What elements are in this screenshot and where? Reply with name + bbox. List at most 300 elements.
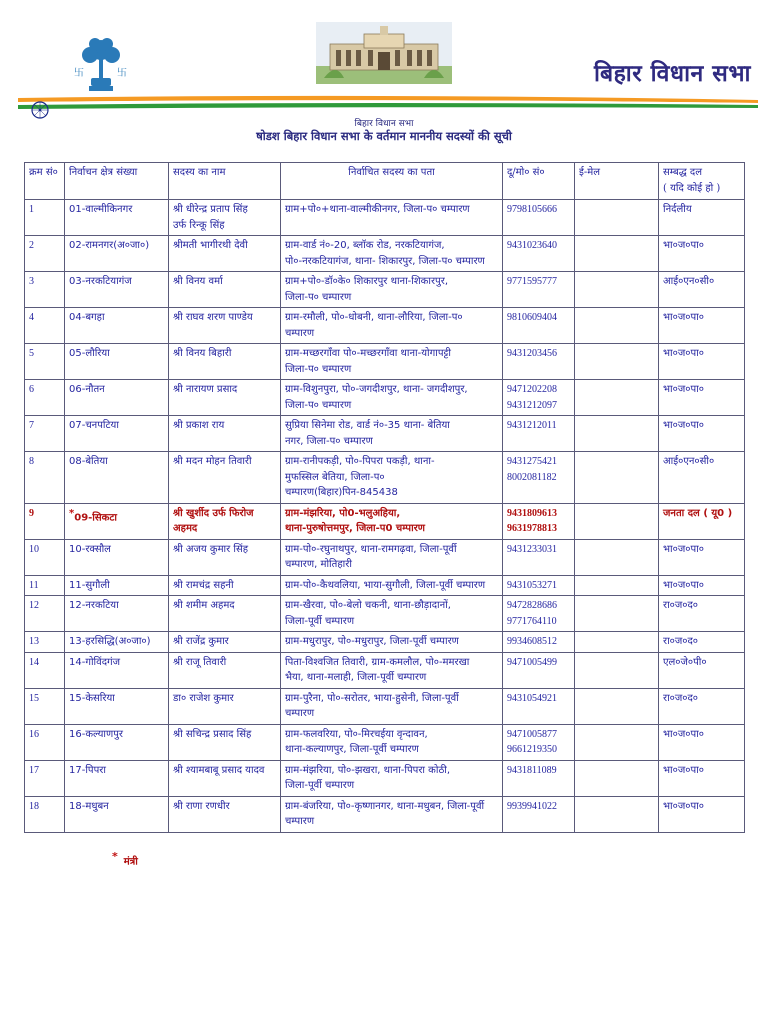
party-value: आई०एन०सी० — [663, 276, 715, 287]
cell-phone — [503, 724, 575, 760]
party-value: भा०ज०पा० — [663, 728, 704, 740]
table-row — [25, 796, 745, 832]
footnote-text: मंत्री — [123, 856, 138, 868]
sn-value: 13 — [29, 636, 39, 647]
table-row — [25, 760, 745, 796]
cell-address — [281, 596, 503, 632]
cell-member-name — [169, 652, 281, 688]
constituency-value: 10-रक्सौल — [69, 543, 111, 555]
minister-star: * — [69, 507, 75, 519]
cell-email — [575, 652, 659, 688]
cell-constituency — [65, 539, 169, 575]
phone-number: 9431212011 — [507, 420, 557, 431]
cell-phone — [503, 632, 575, 653]
cell-phone — [503, 760, 575, 796]
address-line: चम्पारण — [285, 708, 315, 719]
cell-sn — [25, 652, 65, 688]
cell-address — [281, 200, 503, 236]
cell-sn — [25, 539, 65, 575]
cell-sn — [25, 575, 65, 596]
address-line: जिला-प० चम्पारण — [285, 399, 352, 411]
member-name-line: श्री मदन मोहन तिवारी — [173, 456, 252, 467]
cell-email — [575, 344, 659, 380]
address-line: पिता-विश्वजित तिवारी, ग्राम-कमलौल, पो०-ममरखा — [285, 656, 470, 668]
phone-number: 9631978813 — [507, 523, 557, 534]
page-header — [0, 0, 768, 112]
address-line: ग्राम-मच्छरगाँवा पो०-मच्छरगाँवा थाना-योगापट्टी — [285, 348, 452, 359]
address-line: मुफस्सिल बेतिया, जिला-प० — [285, 471, 385, 483]
tricolor-band — [18, 95, 758, 111]
party-value: भा०ज०पा० — [663, 420, 704, 431]
cell-phone — [503, 200, 575, 236]
table-row — [25, 632, 745, 653]
party-value: जनता दल ( यू0 ) — [663, 507, 733, 519]
cell-constituency — [65, 796, 169, 832]
members-table — [24, 162, 745, 833]
sn-value: 15 — [29, 692, 39, 704]
constituency-value: 02-रामनगर(अ०जा०) — [69, 240, 150, 251]
cell-email — [575, 539, 659, 575]
member-name-line: श्री नारायण प्रसाद — [173, 384, 238, 395]
cell-phone — [503, 272, 575, 308]
brand-title: बिहार विधान सभा — [594, 60, 751, 87]
sn-value: 12 — [29, 600, 39, 611]
assembly-building-image — [316, 22, 452, 84]
member-name-line: डा० राजेश कुमार — [173, 692, 234, 704]
member-name-line: श्री रामचंद्र सहनी — [173, 579, 234, 591]
cell-email — [575, 236, 659, 272]
cell-member-name — [169, 416, 281, 452]
member-name-line: श्री राजेंद्र कुमार — [173, 636, 229, 647]
cell-party — [659, 344, 745, 380]
party-value: निर्दलीय — [663, 204, 692, 215]
header-email: ई-मेल — [575, 163, 659, 200]
sn-value: 14 — [29, 656, 39, 668]
cell-sn — [25, 760, 65, 796]
constituency-value: 18-मधुबन — [69, 800, 109, 812]
cell-sn — [25, 416, 65, 452]
phone-number: 9431212097 — [507, 399, 557, 411]
cell-member-name — [169, 760, 281, 796]
cell-address — [281, 416, 503, 452]
cell-member-name — [169, 344, 281, 380]
cell-email — [575, 380, 659, 416]
cell-phone — [503, 416, 575, 452]
cell-phone — [503, 503, 575, 539]
phone-number: 9471005499 — [507, 656, 557, 668]
address-line: ग्राम+पो०-डॉ०के० शिकारपुर थाना-शिकारपुर, — [285, 276, 448, 287]
constituency-value: 15-केसरिया — [69, 692, 115, 704]
cell-address — [281, 452, 503, 504]
constituency-value: 16-कल्याणपुर — [69, 728, 123, 740]
phone-number: 9798105666 — [507, 204, 557, 215]
cell-party — [659, 796, 745, 832]
table-row — [25, 236, 745, 272]
sn-value: 18 — [29, 800, 39, 812]
cell-constituency — [65, 236, 169, 272]
cell-party — [659, 308, 745, 344]
party-value: भा०ज०पा० — [663, 543, 704, 555]
phone-number: 9661219350 — [507, 744, 557, 755]
address-line: थाना-कल्याणपुर, जिला-पूर्वी चम्पारण — [285, 744, 419, 755]
address-line: ग्राम-खैरवा, पो०-बेलो चकनी, थाना-छौड़ादानों, — [285, 600, 451, 611]
table-row — [25, 308, 745, 344]
table-row — [25, 575, 745, 596]
cell-sn — [25, 380, 65, 416]
table-row — [25, 380, 745, 416]
phone-number: 9431275421 — [507, 456, 557, 467]
cell-member-name — [169, 724, 281, 760]
party-value: रा०ज०द० — [663, 692, 699, 704]
address-line: चम्पारण — [285, 327, 315, 339]
sn-value: 11 — [29, 579, 39, 591]
member-name-line: श्री अजय कुमार सिंह — [173, 543, 249, 555]
cell-address — [281, 575, 503, 596]
cell-constituency — [65, 632, 169, 653]
party-value: भा०ज०पा० — [663, 800, 704, 812]
cell-party — [659, 452, 745, 504]
cell-email — [575, 272, 659, 308]
phone-number: 9939941022 — [507, 800, 557, 812]
cell-party — [659, 539, 745, 575]
address-line: जिला-पूर्वी चम्पारण — [285, 615, 355, 627]
address-line: ग्राम-पो०-रघुनाथपुर, थाना-रामगढ़वा, जिला-पूर्वी — [285, 543, 457, 555]
table-row — [25, 272, 745, 308]
sn-value: 3 — [29, 276, 34, 287]
cell-phone — [503, 344, 575, 380]
party-value: भा०ज०पा० — [663, 312, 704, 323]
sn-value: 17 — [29, 764, 39, 776]
cell-address — [281, 503, 503, 539]
party-value: एल०जे०पी० — [663, 656, 707, 668]
constituency-value: 14-गोविंदगंज — [69, 656, 121, 668]
cell-phone — [503, 236, 575, 272]
phone-number: 9431053271 — [507, 579, 557, 591]
cell-member-name — [169, 308, 281, 344]
table-row — [25, 688, 745, 724]
cell-email — [575, 688, 659, 724]
address-line: चम्पारण — [285, 816, 315, 827]
cell-member-name — [169, 272, 281, 308]
constituency-value: 09-सिकटा — [74, 511, 117, 523]
constituency-value: 12-नरकटिया — [69, 600, 119, 611]
cell-sn — [25, 344, 65, 380]
phone-number: 9771764110 — [507, 615, 557, 627]
table-row — [25, 596, 745, 632]
member-name-line: श्री विनय बिहारी — [173, 348, 232, 359]
sn-value: 5 — [29, 348, 34, 359]
sn-value: 9 — [29, 507, 34, 519]
address-line: ग्राम-मंझरिया, पो०-झखरा, थाना-पिपरा कोठी, — [285, 764, 451, 776]
cell-email — [575, 796, 659, 832]
sn-value: 4 — [29, 312, 34, 323]
phone-number: 9471202208 — [507, 384, 557, 395]
address-line: ग्राम-बंजरिया, पो०-कृष्णानगर, थाना-मधुबन, जिला-पूर्वी — [285, 800, 485, 812]
table-row — [25, 344, 745, 380]
cell-party — [659, 575, 745, 596]
cell-sn — [25, 452, 65, 504]
member-name-line: श्री धीरेन्द्र प्रताप सिंह — [173, 204, 248, 215]
cell-email — [575, 632, 659, 653]
cell-phone — [503, 575, 575, 596]
party-value: रा०ज०द० — [663, 600, 699, 611]
member-name-line: श्री शमीम अहमद — [173, 600, 235, 611]
cell-party — [659, 760, 745, 796]
cell-email — [575, 308, 659, 344]
cell-address — [281, 760, 503, 796]
header-phone: दू/मो० सं० — [503, 163, 575, 200]
cell-constituency — [65, 200, 169, 236]
footnote-star: * — [112, 850, 118, 863]
cell-address — [281, 688, 503, 724]
member-name-line: श्री राघव शरण पाण्डेय — [173, 312, 253, 323]
phone-number: 8002081182 — [507, 471, 557, 483]
phone-number: 9472828686 — [507, 600, 557, 611]
cell-phone — [503, 308, 575, 344]
header-constituency: निर्वाचन क्षेत्र संख्या — [65, 163, 169, 200]
address-line: जिला-पूर्वी चम्पारण — [285, 780, 355, 791]
cell-sn — [25, 724, 65, 760]
cell-sn — [25, 236, 65, 272]
address-line: ग्राम-विशुनपुरा, पो०-जगदीशपुर, थाना- जगदीशपुर, — [285, 384, 468, 395]
cell-constituency — [65, 652, 169, 688]
cell-address — [281, 236, 503, 272]
member-name-line: श्री प्रकाश राय — [173, 420, 225, 431]
cell-member-name — [169, 575, 281, 596]
cell-address — [281, 796, 503, 832]
cell-sn — [25, 272, 65, 308]
phone-number: 9471005877 — [507, 728, 557, 740]
cell-address — [281, 632, 503, 653]
address-line: ग्राम-पुरैना, पो०-सरोतर, भाया-हुसेनी, जिला-पूर्वी — [285, 692, 459, 704]
member-name-line: श्री राणा रणधीर — [173, 800, 230, 812]
table-row — [25, 652, 745, 688]
member-name-line: उर्फ रिन्कू सिंह — [173, 219, 225, 231]
cell-constituency — [65, 344, 169, 380]
constituency-value: 05-लौरिया — [69, 348, 110, 359]
address-line: ग्राम-मंझरिया, पो0-भलुअहिया, — [285, 507, 401, 519]
cell-phone — [503, 652, 575, 688]
phone-number: 9431233031 — [507, 543, 557, 555]
table-header-row — [25, 163, 745, 200]
phone-number: 9431811089 — [507, 764, 557, 776]
cell-email — [575, 760, 659, 796]
cell-constituency — [65, 760, 169, 796]
cell-member-name — [169, 596, 281, 632]
address-line: नगर, जिला-प० चम्पारण — [285, 435, 373, 447]
member-name-line: श्री सचिन्द्र प्रसाद सिंह — [173, 728, 252, 740]
constituency-value: 03-नरकटियागंज — [69, 276, 132, 287]
cell-constituency — [65, 688, 169, 724]
cell-phone — [503, 688, 575, 724]
cell-party — [659, 724, 745, 760]
cell-phone — [503, 796, 575, 832]
party-value: भा०ज०पा० — [663, 764, 704, 776]
party-value: भा०ज०पा० — [663, 240, 704, 251]
constituency-value: 01-वाल्मीकिनगर — [69, 204, 133, 215]
constituency-value: 08-बेतिया — [69, 456, 108, 467]
cell-sn — [25, 503, 65, 539]
cell-party — [659, 380, 745, 416]
subtitle-small: बिहार विधान सभा — [354, 119, 414, 129]
svg-text:卐: 卐 — [117, 68, 127, 79]
cell-constituency — [65, 272, 169, 308]
table-row — [25, 416, 745, 452]
cell-party — [659, 272, 745, 308]
address-line: ग्राम-रमौली, पो०-धोबनी, थाना-लौरिया, जिला-प० — [285, 312, 463, 323]
sn-value: 10 — [29, 543, 39, 555]
cell-sn — [25, 308, 65, 344]
address-line: ग्राम-रानीपकड़ी, पो०-पिपरा पकड़ी, थाना- — [285, 456, 435, 467]
member-name-line: श्री खुर्शीद उर्फ फिरोज — [173, 507, 254, 519]
cell-email — [575, 200, 659, 236]
address-line: ग्राम-मधुरापुर, पो०-मधुरापुर, जिला-पूर्वी चम्पारण — [285, 636, 459, 647]
phone-number: 9431203456 — [507, 348, 557, 359]
cell-member-name — [169, 380, 281, 416]
address-line: चम्पारण(बिहार)पिन-845438 — [285, 487, 398, 498]
sn-value: 1 — [29, 204, 34, 215]
cell-constituency — [65, 380, 169, 416]
cell-sn — [25, 796, 65, 832]
cell-party — [659, 416, 745, 452]
cell-address — [281, 308, 503, 344]
cell-member-name — [169, 632, 281, 653]
cell-member-name — [169, 236, 281, 272]
document-title: षोडश बिहार विधान सभा के वर्तमान माननीय सदस्यों की सूची — [256, 129, 512, 143]
address-line: थाना-पुरुषोत्तमपुर, जिला-प0 चम्पारण — [285, 523, 426, 534]
cell-email — [575, 452, 659, 504]
address-line: भैया, थाना-मलाही, जिला-पूर्वी चम्पारण — [285, 672, 427, 683]
cell-phone — [503, 380, 575, 416]
member-name-line: श्रीमती भागीरथी देवी — [173, 240, 248, 251]
constituency-value: 11-सुगौली — [69, 579, 110, 591]
cell-address — [281, 380, 503, 416]
address-line: जिला-प० चम्पारण — [285, 363, 352, 375]
header-party-line1: सम्बद्ध दल — [663, 167, 702, 178]
header-sn: क्रम सं० — [25, 163, 65, 200]
address-line: ग्राम+पो०+थाना-वाल्मीकीनगर, जिला-प० चम्पारण — [285, 204, 470, 215]
constituency-value: 06-नौतन — [69, 384, 105, 395]
cell-constituency — [65, 596, 169, 632]
sn-value: 16 — [29, 728, 39, 740]
table-row — [25, 539, 745, 575]
sn-value: 2 — [29, 240, 34, 251]
cell-sn — [25, 632, 65, 653]
member-name-line: श्री विनय वर्मा — [173, 276, 223, 287]
cell-member-name — [169, 452, 281, 504]
cell-email — [575, 724, 659, 760]
cell-sn — [25, 200, 65, 236]
member-name-line: श्री श्यामबाबू प्रसाद यादव — [173, 764, 265, 776]
address-line: ग्राम-वार्ड नं०-20, ब्लॉक रोड, नरकटियागंज, — [285, 240, 445, 251]
address-line: जिला-प० चम्पारण — [285, 291, 352, 303]
cell-constituency — [65, 452, 169, 504]
party-value: आई०एन०सी० — [663, 456, 715, 467]
cell-member-name — [169, 796, 281, 832]
cell-constituency — [65, 503, 169, 539]
cell-email — [575, 596, 659, 632]
cell-email — [575, 503, 659, 539]
cell-member-name — [169, 539, 281, 575]
address-line: सुप्रिया सिनेमा रोड, वार्ड नं०-35 थाना- बेतिया — [285, 420, 450, 431]
party-value: भा०ज०पा० — [663, 579, 704, 591]
phone-number: 9810609404 — [507, 312, 557, 323]
cell-address — [281, 272, 503, 308]
phone-number: 9431809613 — [507, 507, 557, 519]
cell-address — [281, 724, 503, 760]
svg-text:卐: 卐 — [74, 68, 84, 79]
party-value: भा०ज०पा० — [663, 384, 704, 395]
table-row — [25, 200, 745, 236]
phone-number: 9431054921 — [507, 692, 557, 704]
table-body — [25, 200, 745, 833]
constituency-value: 13-हरसिद्धि(अ०जा०) — [69, 636, 151, 647]
phone-number: 9431023640 — [507, 240, 557, 251]
sn-value: 7 — [29, 420, 34, 431]
party-value: भा०ज०पा० — [663, 348, 704, 359]
cell-party — [659, 688, 745, 724]
constituency-value: 04-बगहा — [69, 312, 105, 323]
address-line: चम्पारण, मोतिहारी — [285, 559, 352, 570]
cell-phone — [503, 539, 575, 575]
phone-number: 9934608512 — [507, 636, 557, 647]
cell-sn — [25, 596, 65, 632]
cell-email — [575, 575, 659, 596]
cell-phone — [503, 596, 575, 632]
member-name-line: श्री राजू तिवारी — [173, 656, 227, 668]
cell-constituency — [65, 575, 169, 596]
cell-sn — [25, 688, 65, 724]
party-value: रा०ज०द० — [663, 636, 699, 647]
cell-member-name — [169, 503, 281, 539]
cell-address — [281, 344, 503, 380]
header-address: निर्वाचित सदस्य का पता — [281, 163, 503, 200]
cell-member-name — [169, 200, 281, 236]
sn-value: 6 — [29, 384, 34, 395]
member-name-line: अहमद — [173, 523, 198, 534]
cell-phone — [503, 452, 575, 504]
header-name: सदस्य का नाम — [169, 163, 281, 200]
cell-party — [659, 503, 745, 539]
phone-number: 9771595777 — [507, 276, 557, 287]
constituency-value: 07-चनपटिया — [69, 420, 119, 431]
cell-member-name — [169, 688, 281, 724]
bihar-emblem-tree-logo — [70, 36, 132, 92]
table-row — [25, 724, 745, 760]
address-line: ग्राम-पो०-कैथवलिया, भाया-सुगौली, जिला-पूर्वी चम्पारण — [285, 579, 486, 591]
cell-party — [659, 652, 745, 688]
cell-party — [659, 596, 745, 632]
header-party — [659, 163, 745, 200]
cell-party — [659, 236, 745, 272]
cell-party — [659, 632, 745, 653]
footnote — [112, 850, 138, 867]
constituency-value: 17-पिपरा — [69, 764, 106, 776]
cell-party — [659, 200, 745, 236]
sn-value: 8 — [29, 456, 34, 467]
table-row — [25, 452, 745, 504]
address-line: ग्राम-फलवरिया, पो०-मिरचईया वृन्दावन, — [285, 728, 428, 740]
address-line: पो०-नरकटियागंज, थाना- शिकारपुर, जिला-प० चम्पारण — [285, 255, 485, 267]
cell-constituency — [65, 724, 169, 760]
header-party-line2: ( यदि कोई हो ) — [663, 182, 721, 194]
cell-email — [575, 416, 659, 452]
cell-address — [281, 539, 503, 575]
cell-constituency — [65, 416, 169, 452]
table-row — [25, 503, 745, 539]
cell-address — [281, 652, 503, 688]
cell-constituency — [65, 308, 169, 344]
